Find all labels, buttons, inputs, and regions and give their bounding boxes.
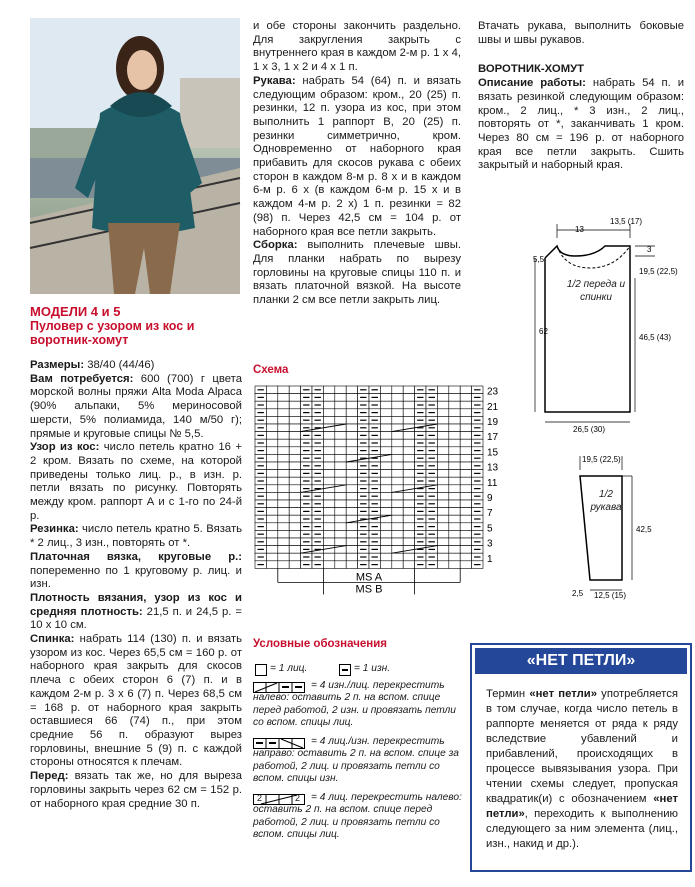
paragraph	[253, 75, 461, 239]
dim-cuff-width: 12,5 (15)	[594, 591, 627, 600]
legend-cross2	[253, 736, 463, 792]
model-photo	[30, 18, 240, 294]
dim-cuff: 2,5	[572, 589, 584, 598]
cross1-text: = 4 изн./лиц. перекрестить налево: оставить 2 п. на вспом. спице перед работой, 2 изн. и провязать петли со вспом. спицы лиц.	[253, 680, 456, 728]
dim-length: 62	[539, 327, 548, 336]
purl-text: = 1 изн.	[354, 663, 391, 674]
assembly-text: Втачать рукава, выполнить боковые швы и швы рукавов.	[478, 20, 684, 46]
paragraph-text: вязать так же, но для выреза горловины закрыть через 62 см = 152 р. от наборного края средние 30 п.	[30, 770, 242, 810]
row-number: 17	[487, 432, 499, 444]
note-term-2: «нет петли»	[486, 793, 678, 820]
row-number: 7	[487, 508, 493, 520]
paragraph-text: число петель кратно 16 + 2 кром. Вязать по схеме, на которой приведены только лиц. р., в изн. р. петли вязать по рисунку. Повторять между кром. раппорт А и с 1-го по 24-й р.	[30, 441, 242, 522]
row-number: 19	[487, 417, 499, 428]
legend-title: Условные обозначения	[253, 638, 388, 650]
knit-text: = 1 лиц.	[270, 663, 308, 674]
paragraph-label: Рукава:	[253, 74, 296, 87]
sleeve-pattern-diagram	[560, 446, 680, 616]
schema-grid	[253, 384, 503, 600]
row-number: 9	[487, 493, 493, 504]
middle-paragraphs	[253, 20, 461, 308]
note-term-1: «нет петли»	[529, 688, 598, 700]
row-number: 15	[487, 447, 499, 459]
dim-sleeve-width: 19,5 (22,5)	[582, 455, 621, 464]
paragraph	[30, 770, 242, 811]
legend-cross3	[253, 792, 463, 848]
paragraph	[30, 592, 242, 633]
paragraph-label: Сборка:	[253, 239, 298, 252]
paragraph-label: Резинка:	[30, 523, 79, 536]
rapport-a-label: MS A	[355, 571, 383, 584]
dim-neck: 13	[575, 225, 584, 234]
note-part-3: , переходить к выполнению следующего за ним элемента (лиц., изн., накид и др.).	[486, 808, 678, 850]
schema-chart	[253, 384, 503, 605]
model-illustration	[30, 18, 240, 294]
paragraph	[253, 20, 461, 75]
paragraph-text: набрать 54 (64) п. и вязать следующим образом: кром., 20 (25) п. резинки, 12 п. узора из кос, при этом выполнить 1 раппорт B, 20 (25) п. резинки симметрично, кром. Одновременно от наборного края прибавить для скосов рукава с обеих сторон в каждом 8-м р. 8 х и в каждом 6-м р. 6 х (в каждом 6-м р. 15 х и в каждом 4-м р. 2 х) 1 п. резинки = 82 (98) п. Через 42,5 см = 104 р. от наборного края все петли закрыть.	[253, 74, 461, 238]
paragraph-text: 600 (700) г цвета морской волны пряжи Alta Moda Alpaca (90% альпаки, 5% мериносовой шерсти, 5% полиамида, 140 м/50 г); прямые и круговые спицы № 5,5.	[30, 372, 242, 440]
knit-symbol	[255, 664, 267, 676]
dim-shoulder: 13,5 (17)	[610, 217, 643, 226]
row-number: 11	[487, 477, 498, 489]
collar-paragraph	[478, 77, 684, 173]
legend-cross1	[253, 680, 463, 736]
cross2-text: = 4 лиц./изн. перекрестить направо: оставить 2 п. на вспом. спице за работой, 2 лиц. и провязать петли со вспом. спицы изн.	[253, 736, 459, 784]
paragraph-label: Вам потребуется:	[30, 372, 134, 385]
no-stitch-text	[472, 677, 690, 852]
legend-knit	[253, 662, 463, 680]
grid-cells	[255, 386, 483, 568]
row-number: 21	[487, 401, 499, 413]
paragraph-text: 38/40 (44/46)	[84, 359, 155, 371]
body-piece-label: 1/2 переда и спинки	[566, 279, 626, 303]
paragraph	[30, 551, 242, 592]
collar-text: набрать 54 п. и вязать резинкой следующим образом: кром., 2 лиц., * 3 изн., 2 лиц., повторять от *, заканчивать 1 кром. Через 80 см = 196 р. от наборного края все петли закрыть. Сшить закрытый и наборный края.	[478, 77, 685, 172]
collar-label: Описание работы:	[478, 77, 586, 90]
no-stitch-box	[470, 643, 692, 872]
legend	[253, 662, 463, 848]
sleeve-piece-label-box	[584, 488, 628, 528]
paragraph-label: Плотность вязания, узор из кос и средняя плотность:	[30, 591, 242, 618]
paragraph	[253, 239, 461, 308]
no-stitch-title: «НЕТ ПЕТЛИ»	[475, 648, 687, 674]
paragraph-text: 21,5 п. и 24,5 р. = 10 х 10 см.	[30, 605, 242, 632]
paragraph-label: Спинка:	[30, 633, 75, 646]
paragraph	[30, 523, 242, 550]
dim-width: 26,5 (30)	[573, 425, 606, 434]
paragraph-text: набрать 114 (130) п. и вязать узором из кос. Через 65,5 см = 160 р. от наборного края закрыть для скосов плеча с обеих сторон 6 (7) п. и в каждом 2-м р. 3 х 6 (7) п. Через 68,5 см = 168 р. от наборного края закрыть оставшиеся 66 (74) п., при этом средние 56 п. образуют вырез горловины, внешние 5 (9) п. с каждой стороны относятся к плечам.	[30, 633, 242, 769]
paragraph-label: Платочная вязка, круговые р.:	[30, 550, 242, 563]
middle-column	[253, 20, 461, 308]
dim-side: 46,5 (43)	[639, 333, 672, 342]
rapport-b-label: MS B	[355, 583, 383, 596]
paragraph	[30, 359, 242, 373]
left-column	[30, 304, 242, 811]
paragraph-text: выполнить плечевые швы. Для планки набрать по вырезу горловины на круговые спицы 110 п. и вязать платочной вязкой. На высоте планки 2 см все петли закрыть лиц.	[253, 239, 461, 307]
paragraph-label: Узор из кос:	[30, 441, 100, 454]
purl-symbol	[339, 664, 351, 676]
model-subtitle: Пуловер с узором из кос и воротник-хомут	[30, 319, 195, 347]
right-column	[478, 20, 684, 173]
paragraph-text: число петель кратно 5. Вязать * 2 лиц., 3 изн., повторять от *.	[30, 523, 242, 550]
paragraph	[30, 633, 242, 770]
body-piece-label-box	[565, 278, 627, 338]
paragraph	[30, 441, 242, 523]
paragraph	[30, 373, 242, 442]
row-number: 13	[487, 462, 499, 474]
paragraph-text: попеременно по 1 круговому р. лиц. и изн.	[30, 564, 242, 591]
dim-shoulder-drop: 5,5	[533, 255, 545, 264]
body-pattern-diagram	[535, 216, 695, 436]
row-number: 5	[487, 523, 493, 535]
row-number: 23	[487, 386, 499, 398]
note-part-2: употребляется в том случае, когда число петель в раппорте меняется от ряда к ряду вследствие убавлений и прибавлений, происходящих в процессе вывязывания узора. При чтении схемы следует, пропуская квадратик(и) с обозначением	[486, 688, 678, 805]
sleeve-piece-label: 1/2 рукава	[590, 489, 622, 513]
dim-sleeve-length: 42,5	[636, 525, 652, 534]
symbol-number-left: 2	[257, 793, 263, 803]
paragraph-text: и обе стороны закончить раздельно. Для закругления закрыть с внутреннего края в каждом 2-м р. 1 х 4, 1 х 3, 1 х 2 и 4 х 1 п.	[253, 20, 461, 74]
dim-armhole: 19,5 (22,5)	[639, 267, 678, 276]
schema-title: Схема	[253, 364, 289, 376]
left-paragraphs	[30, 359, 242, 811]
dim-neck-depth: 3	[647, 245, 652, 254]
row-number: 1	[487, 553, 493, 565]
cross3-text: = 4 лиц. перекрестить налево: оставить 2 п. на вспом. спице перед работой, 2 лиц. и провязать петли со вспом. спицы лиц.	[253, 792, 462, 840]
model-title: МОДЕЛИ 4 и 5	[30, 304, 121, 319]
paragraph-label: Перед:	[30, 770, 69, 783]
paragraph-label: Размеры:	[30, 359, 85, 371]
note-part-1: Термин	[486, 688, 530, 700]
collar-title: ВОРОТНИК-ХОМУТ	[478, 63, 585, 76]
symbol-number-right: 2	[295, 793, 301, 803]
row-number: 3	[487, 538, 493, 550]
